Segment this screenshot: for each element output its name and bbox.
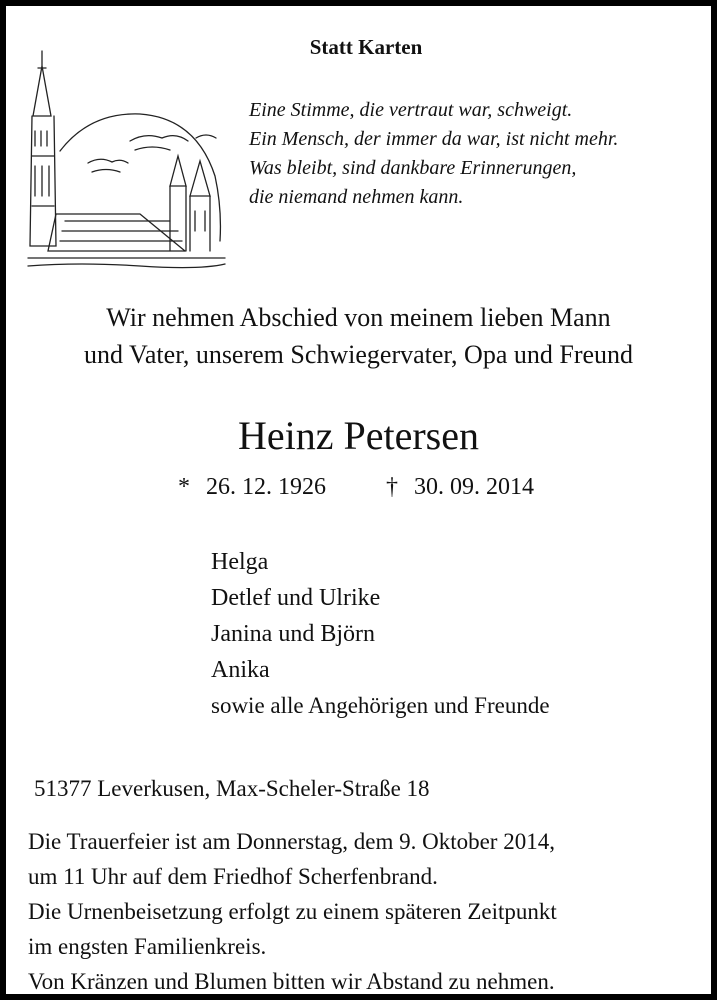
church-sketch-illustration xyxy=(20,46,230,281)
poem-line: Eine Stimme, die vertraut war, schweigt. xyxy=(249,99,573,121)
memorial-poem xyxy=(249,96,717,212)
poem-line: Was bleibt, sind dankbare Erinnerungen, xyxy=(249,157,577,179)
birth-date-line xyxy=(178,472,326,502)
mourner-name: Detlef und Ulrike xyxy=(211,585,381,611)
poem-line: die niemand nehmen kann. xyxy=(249,186,464,208)
family-address: 51377 Leverkusen, Max-Scheler-Straße 18 xyxy=(34,776,430,801)
birth-date: 26. 12. 1926 xyxy=(206,474,326,500)
ceremony-line: Von Kränzen und Blumen bitten wir Abstand zu nehmen. xyxy=(28,969,555,994)
mourner-name: Janina und Björn xyxy=(211,621,375,647)
death-date: 30. 09. 2014 xyxy=(414,474,534,500)
deceased-name: Heinz Petersen xyxy=(237,413,479,458)
ceremony-line: um 11 Uhr auf dem Friedhof Scherfenbrand. xyxy=(28,864,438,889)
statt-karten-heading: Statt Karten xyxy=(309,35,423,59)
ceremony-details xyxy=(28,824,557,999)
ceremony-line: Die Urnenbeisetzung erfolgt zu einem späteren Zeitpunkt xyxy=(28,899,557,924)
death-date-line xyxy=(386,472,534,502)
ceremony-line: im engsten Familienkreis. xyxy=(28,934,267,959)
mourner-name: Anika xyxy=(211,657,270,683)
mourner-name: Helga xyxy=(211,549,269,575)
poem-line: Ein Mensch, der immer da war, ist nicht mehr. xyxy=(249,128,619,150)
death-dagger-icon: † xyxy=(386,474,398,500)
ceremony-line: Die Trauerfeier ist am Donnerstag, dem 9. Oktober 2014, xyxy=(28,829,555,854)
relatives-and-friends: sowie alle Angehörigen und Freunde xyxy=(211,693,550,718)
birth-star-icon: * xyxy=(178,474,190,500)
mourners-list xyxy=(211,544,550,724)
farewell-intro-line: und Vater, unserem Schwiegervater, Opa und Freund xyxy=(83,340,634,369)
farewell-intro-line: Wir nehmen Abschied von meinem lieben Mann xyxy=(106,303,611,332)
